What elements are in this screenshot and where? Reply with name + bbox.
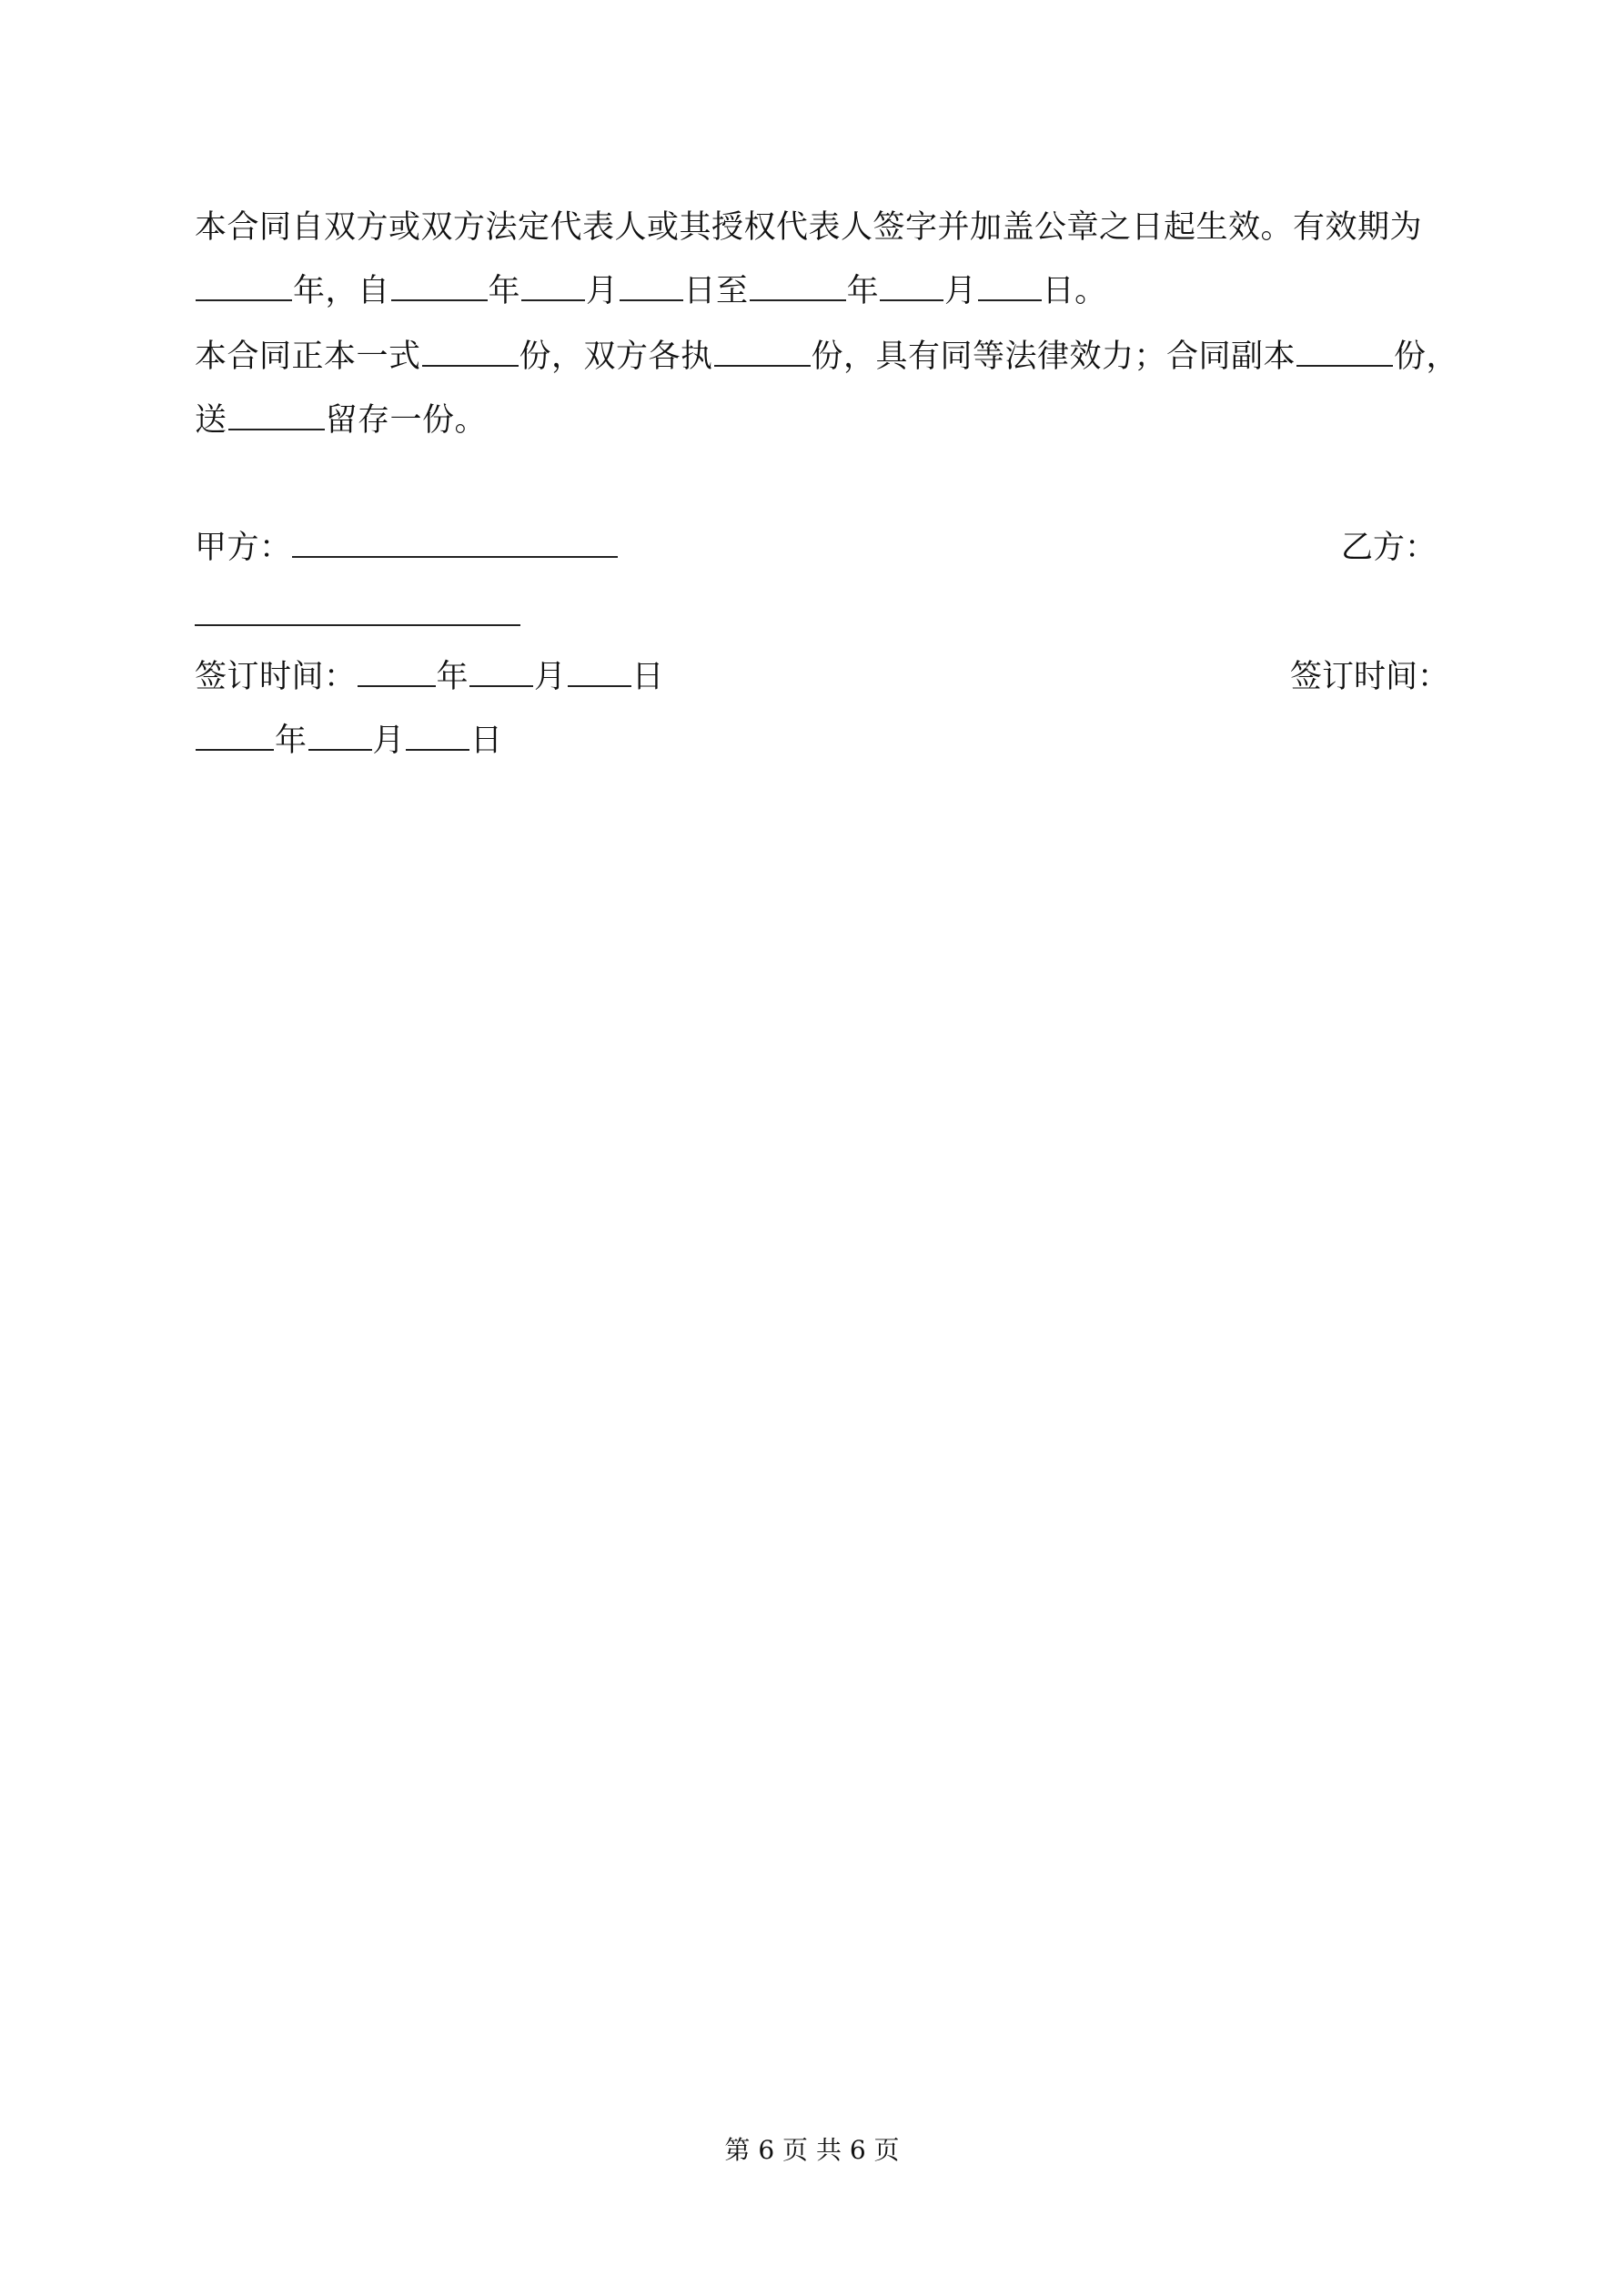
sign-time-a-month-blank[interactable] [469,658,533,687]
party-b-signature-line[interactable] [195,624,520,626]
sign-time-b-year-label: 年 [275,723,308,759]
sign-time-b-month-blank[interactable] [308,722,372,751]
page-number-footer: 第 6 页 共 6 页 [724,2135,900,2165]
sign-time-a-year-blank[interactable] [358,658,436,687]
sign-time-b-month-label: 月 [372,723,406,759]
party-a-row [195,528,618,568]
copies-clause-line-2 [195,400,487,440]
validity-clause-text: 本合同自双方或双方法定代表人或其授权代表人签字并加盖公章之日起生效。有效期为 [195,209,1423,246]
validity-clause-line-2 [195,271,1107,311]
end-year-label: 年 [846,273,880,309]
end-year-blank[interactable] [750,272,846,301]
end-month-blank[interactable] [880,272,943,301]
end-day-blank[interactable] [978,272,1042,301]
validity-clause-line-1 [195,207,1422,248]
start-day-label: 日至 [683,273,749,309]
validity-years-blank[interactable] [196,272,292,301]
sign-time-a-year-label: 年 [436,659,469,695]
copies-clause-part-5: 送 [195,402,227,439]
sign-time-b-label: 签订时间： [1290,659,1450,695]
start-month-label: 月 [586,273,619,309]
sign-time-a-day-blank[interactable] [568,658,631,687]
sign-time-a-month-label: 月 [534,659,567,695]
copies-clause-part-6: 留存一份。 [325,402,488,439]
sign-time-a-label: 签订时间： [195,659,357,695]
start-month-blank[interactable] [521,272,585,301]
start-year-label: 年 [488,273,521,309]
duplicate-copies-blank[interactable] [1296,338,1393,367]
copies-clause-part-1: 本合同正本一式 [195,339,421,375]
sign-time-b-day-blank[interactable] [406,722,469,751]
validity-year-label: 年，自 [293,273,390,309]
sign-time-a-day-label: 日 [631,659,665,695]
copies-clause-part-3: 份，具有同等法律效力；合同副本 [811,339,1296,375]
copies-clause-part-2: 份，双方各执 [519,339,713,375]
sign-time-a-row [195,657,664,697]
party-a-label: 甲方： [195,530,292,566]
sign-time-b-day-label: 日 [470,723,503,759]
party-a-signature-line[interactable] [292,529,618,558]
start-day-blank[interactable] [620,272,683,301]
sign-time-b-row [195,721,503,761]
original-copies-blank[interactable] [422,338,519,367]
start-year-blank[interactable] [391,272,488,301]
copies-clause-line-1 [195,337,1458,377]
party-b-label: 乙方： [1341,530,1437,566]
copies-clause-part-4: 份， [1394,339,1459,375]
end-month-label: 月 [944,273,977,309]
sign-time-b-year-blank[interactable] [196,722,274,751]
each-party-copies-blank[interactable] [714,338,811,367]
end-day-label: 日。 [1042,273,1107,309]
archive-recipient-blank[interactable] [228,401,325,430]
